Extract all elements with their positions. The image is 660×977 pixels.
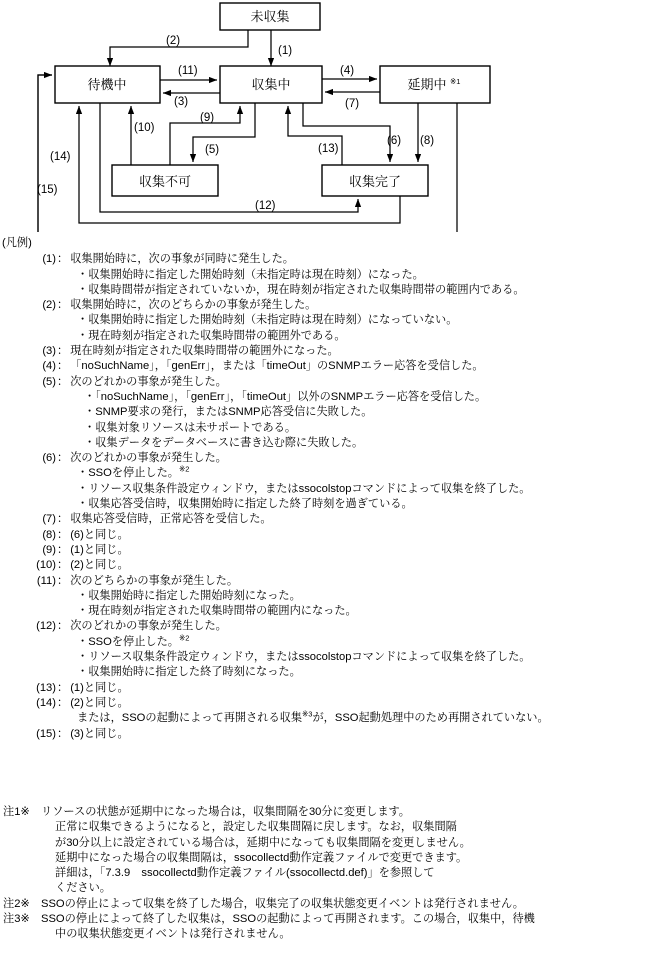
edge-label-7: (7)	[345, 98, 360, 110]
legend-item-text: (2)と同じ。	[70, 696, 129, 709]
legend-item	[0, 344, 660, 359]
legend-item-subline: ・リソース収集条件設定ウィンドウ，またはssocolstopコマンドによって収集を終了した。	[77, 482, 531, 495]
node-collecting-label: 収集中	[251, 77, 291, 92]
footnote-label: 注1※	[3, 806, 30, 818]
legend-item-subline: ・収集開始時に指定した開始時刻（未指定時は現在時刻）になった。	[77, 268, 424, 281]
legend-item-colon: ：	[57, 543, 69, 556]
legend-item	[0, 681, 660, 696]
legend-item-text: (6)と同じ。	[70, 528, 129, 541]
node-completed	[322, 165, 428, 196]
legend-item	[0, 574, 660, 620]
legend-item-colon: ：	[57, 345, 69, 358]
edge-label-10: (10)	[134, 122, 155, 134]
legend-list	[0, 252, 660, 742]
legend-item-head	[0, 681, 660, 696]
legend-item-head	[0, 359, 660, 374]
legend-item-text: 現在時刻が指定された収集時間帯の範囲外になった。	[70, 345, 339, 358]
legend-item-text: 収集開始時に，次のどちらかの事象が発生した。	[70, 299, 317, 312]
footnote	[0, 805, 660, 897]
legend-item-subline: ・「noSuchName」，「genErr」，「timeOut」以外のSNMPエラー応答を受信した。	[84, 390, 487, 403]
diagram-edges	[38, 30, 457, 232]
legend-item-subline: ・収集時間帯が指定されていないか，現在時刻が指定された収集時間帯の範囲内である。	[77, 283, 525, 296]
footnote-marker: ※2	[178, 632, 190, 642]
legend-item-colon: ：	[57, 528, 69, 541]
legend-item	[0, 375, 660, 451]
node-postponed-superscript: ※1	[450, 77, 461, 86]
footnote-line: SSOの停止によって収集を終了した場合，収集完了の収集状態変更イベントは発行されません。	[41, 897, 524, 910]
legend-item-number: (8)	[42, 528, 56, 541]
footnote-line: 正常に収集できるようになると，設定した収集間隔に戻します。なお，収集間隔	[55, 821, 457, 834]
edge-label-15: (15)	[37, 184, 58, 196]
node-collecting	[220, 66, 322, 103]
footnote	[0, 912, 660, 943]
legend-item	[0, 451, 660, 512]
footnote-marker: ※3	[302, 709, 313, 719]
edge-label-13: (13)	[318, 143, 339, 155]
legend-item-number: (9)	[42, 543, 56, 556]
legend-item-head	[0, 252, 660, 267]
edge-6-path	[303, 103, 390, 162]
legend-item-head	[0, 543, 660, 558]
legend-item	[0, 558, 660, 573]
legend-item-colon: ：	[57, 574, 69, 587]
legend-item-number: (4)	[42, 360, 56, 373]
legend-item-head	[0, 375, 660, 390]
edge-label-2: (2)	[166, 35, 181, 47]
legend-item-colon: ：	[57, 727, 69, 740]
legend-item	[0, 512, 660, 527]
legend-item-text: 次のどれかの事象が発生した。	[70, 375, 227, 388]
footnote-label: 注3※	[3, 913, 30, 926]
legend-item-head	[0, 298, 660, 313]
legend-item-text: 「noSuchName」，「genErr」，または「timeOut」のSNMPエラー応答を受信した。	[70, 360, 484, 373]
legend-item-number: (14)	[36, 696, 56, 709]
legend-item-subline: ・収集応答受信時，収集開始時に指定した終了時刻を過ぎている。	[77, 498, 413, 511]
legend-item-subline: ・収集データをデータベースに書き込む際に失敗した。	[84, 436, 364, 449]
legend-item-colon: ：	[57, 513, 69, 526]
edge-label-1: (1)	[278, 45, 293, 57]
legend-item-colon: ：	[57, 559, 69, 572]
legend-item-subline: ・収集開始時に指定した終了時刻になった。	[77, 666, 301, 679]
legend-item-subline: ・SSOを停止した。$^{※2}$	[77, 464, 190, 480]
footnote-line: 中の収集状態変更イベントは発行されません。	[55, 928, 291, 941]
node-postponed	[380, 66, 490, 103]
edge-13-path	[288, 106, 342, 165]
legend-item-head	[0, 696, 660, 711]
edge-label-5: (5)	[205, 144, 220, 156]
legend-item-number: (11)	[36, 574, 56, 587]
footnote	[0, 897, 660, 912]
edge-label-14: (14)	[50, 151, 71, 163]
legend-item-text: (1)と同じ。	[70, 681, 129, 694]
legend-item-number: (15)	[36, 727, 56, 740]
legend-item-colon: ：	[57, 375, 69, 388]
footnote-body	[41, 805, 660, 897]
legend-item	[0, 543, 660, 558]
legend-title: (凡例)	[2, 237, 32, 249]
footnote-line: SSOの停止によって終了した収集は，SSOの起動によって再開されます。この場合，収集中，待機	[41, 913, 535, 926]
legend-item-head	[0, 451, 660, 466]
legend-item	[0, 298, 660, 344]
legend-item-number: (6)	[42, 452, 56, 465]
legend-item-text: 次のどれかの事象が発生した。	[70, 452, 227, 465]
legend-item-text: (3)と同じ。	[70, 727, 129, 740]
legend-item-text: 収集開始時に，次の事象が同時に発生した。	[70, 253, 294, 266]
legend-item-number: (1)	[42, 253, 56, 266]
legend-item	[0, 696, 660, 727]
legend-item-subline: ・リソース収集条件設定ウィンドウ，またはssocolstopコマンドによって収集を終了した。	[77, 651, 531, 664]
legend-item-colon: ：	[57, 299, 69, 312]
legend-item-colon: ：	[57, 696, 69, 709]
node-uncollected-label: 未収集	[250, 9, 290, 24]
legend-item-head	[0, 558, 660, 573]
footnote-line: が30分以上に設定されている場合は，延期中になっても収集間隔を変更しません。	[55, 836, 471, 849]
edge-label-6: (6)	[387, 135, 402, 147]
footnote-body	[41, 897, 660, 912]
legend-item	[0, 727, 660, 742]
edge-label-12: (12)	[255, 200, 276, 212]
footnotes-section	[0, 805, 660, 943]
legend-item-text: (2)と同じ。	[70, 559, 129, 572]
node-uncollectable-label: 収集不可	[138, 174, 192, 189]
legend-item-head	[0, 619, 660, 634]
footnote-line: ください。	[55, 882, 111, 895]
legend-item-subline: ・収集対象リソースは未サポートである。	[84, 421, 297, 434]
legend-item-colon: ：	[57, 360, 69, 373]
legend-item-text: (1)と同じ。	[70, 543, 129, 556]
footnote-line: 詳細は，「7.3.9 ssocollectd動作定義ファイル(ssocollectd.def)」を参照して	[55, 867, 435, 880]
legend-item-head	[0, 574, 660, 589]
legend-item-number: (13)	[36, 681, 56, 694]
node-postponed-label: 延期中	[407, 77, 447, 92]
node-waiting	[55, 66, 160, 103]
legend-item-head	[0, 512, 660, 527]
node-uncollected	[220, 3, 320, 30]
edge-label-4: (4)	[340, 65, 355, 77]
edge-label-8: (8)	[420, 135, 435, 147]
legend-item-head	[0, 344, 660, 359]
legend-item-head	[0, 727, 660, 742]
footnote-body	[41, 912, 660, 943]
edge-label-9: (9)	[200, 112, 215, 124]
node-uncollectable	[112, 165, 218, 196]
legend-section	[0, 236, 660, 742]
legend-item-subline: または，SSOの起動によって再開される収集$^{※3}$が，SSO起動処理中のため再開されていない。	[77, 709, 549, 725]
legend-item-subline: ・SSOを停止した。$^{※2}$	[77, 632, 190, 648]
legend-item-colon: ：	[57, 253, 69, 266]
legend-item-colon: ：	[57, 452, 69, 465]
legend-item-number: (3)	[42, 345, 56, 358]
legend-item-subline: ・収集開始時に指定した開始時刻になった。	[77, 589, 301, 602]
legend-item	[0, 528, 660, 543]
legend-item	[0, 619, 660, 680]
legend-item-subline: ・SNMP要求の発行，またはSNMP応答受信に失敗した。	[84, 406, 373, 419]
diagram-canvas	[0, 0, 660, 232]
legend-item-number: (7)	[42, 513, 56, 526]
legend-item-text: 次のどちらかの事象が発生した。	[70, 574, 239, 587]
legend-item-text: 収集応答受信時，正常応答を受信した。	[70, 513, 272, 526]
legend-item-subline: ・現在時刻が指定された収集時間帯の範囲外である。	[77, 329, 346, 342]
footnote-marker: ※2	[178, 464, 190, 474]
footnote-label: 注2※	[3, 897, 30, 910]
legend-item-text: 次のどれかの事象が発生した。	[70, 620, 227, 633]
legend-item-subline: ・収集開始時に指定した開始時刻（未指定時は現在時刻）になっていない。	[77, 314, 458, 327]
legend-item-head	[0, 528, 660, 543]
node-waiting-label: 待機中	[87, 77, 127, 92]
legend-item-number: (5)	[42, 375, 56, 388]
legend-item-subline: ・現在時刻が指定された収集時間帯の範囲内になった。	[77, 605, 357, 618]
legend-item-number: (12)	[36, 620, 56, 633]
diagram-nodes	[55, 3, 490, 196]
legend-item-colon: ：	[57, 681, 69, 694]
legend-item	[0, 359, 660, 374]
legend-item-number: (10)	[36, 559, 56, 572]
node-completed-label: 収集完了	[348, 174, 402, 189]
edge-label-3: (3)	[174, 96, 189, 108]
edge-label-11: (11)	[178, 65, 198, 77]
legend-item	[0, 252, 660, 298]
legend-item-colon: ：	[57, 620, 69, 633]
legend-item-number: (2)	[42, 299, 56, 312]
footnote-line: リソースの状態が延期中になった場合は，収集間隔を30分に変更します。	[41, 806, 410, 818]
footnote-line: 延期中になった場合の収集間隔は，ssocollectd動作定義ファイルで変更できます。	[55, 851, 468, 864]
state-transition-diagram	[0, 0, 660, 232]
